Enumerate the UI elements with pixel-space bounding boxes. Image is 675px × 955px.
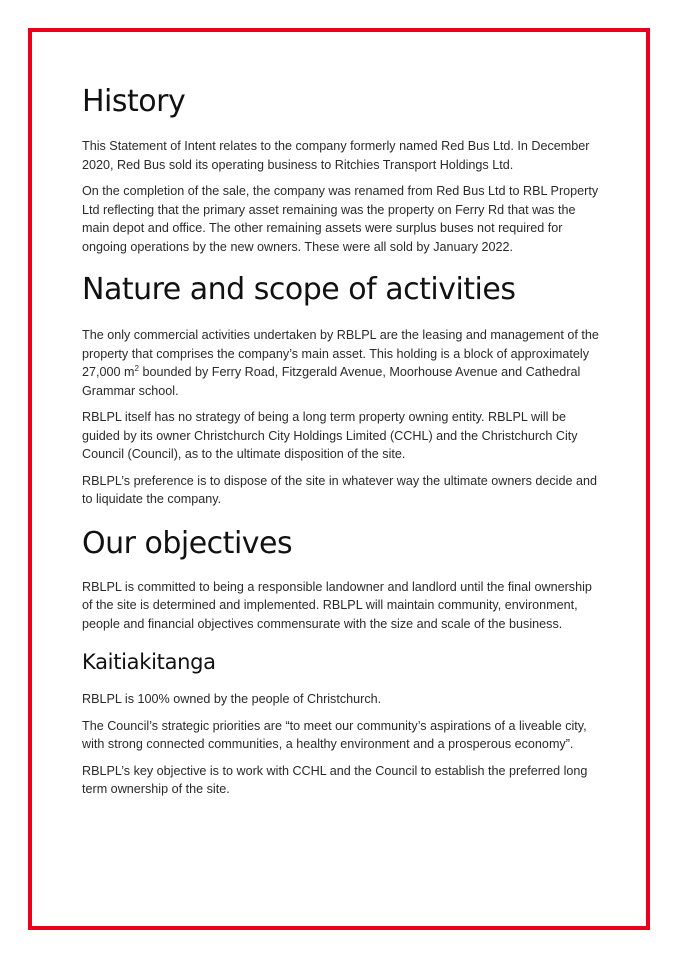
- section-heading-objectives: Our objectives: [82, 525, 293, 561]
- history-paragraph-1: This Statement of Intent relates to the company formerly named Red Bus Ltd. In December 2020, Red Bus sold its operating business to Ritchies Transport Holdings Ltd.: [82, 139, 590, 172]
- history-paragraph-2: On the completion of the sale, the company was renamed from Red Bus Ltd to RBL Property Ltd reflecting that the primary asset remaining was the property on Ferry Rd that was the main depot and office. The other remaining assets were surplus buses not required for ongoing operations by the new owners. These were all sold by January 2022.: [82, 184, 599, 254]
- section-heading-nature-scope: Nature and scope of activities: [82, 272, 516, 307]
- document-body: [82, 78, 602, 799]
- superscript-squared: 2: [134, 363, 139, 373]
- subsection-heading-kaitiakitanga: Kaitiakitanga: [82, 650, 216, 674]
- objectives-paragraph-1: RBLPL is committed to being a responsible landowner and landlord until the final ownership of the site is determined and implemented. RBLPL will maintain community, environment, people and financial objectives commensurate with the size and scale of the business.: [82, 579, 592, 631]
- section-heading-history: History: [82, 84, 186, 119]
- nature-paragraph-1-text-b: bounded by Ferry Road, Fitzgerald Avenue, Moorhouse Avenue and Cathedral Grammar school.: [82, 365, 581, 398]
- nature-paragraph-2: RBLPL itself has no strategy of being a long term property owning entity. RBLPL will be guided by its owner Christchurch City Holdings Limited (CCHL) and the Christchurch City Council (Council), as to the ultimate disposition of the site.: [82, 410, 578, 461]
- kaitiakitanga-paragraph-1: RBLPL is 100% owned by the people of Christchurch.: [82, 692, 382, 706]
- nature-paragraph-1-text-a: The only commercial activities undertaken by RBLPL are the leasing and management of the property that comprises the company’s main asset. This holding is a block of approximately 27,000 m: [82, 328, 599, 379]
- nature-paragraph-3: RBLPL’s preference is to dispose of the site in whatever way the ultimate owners decide and to liquidate the company.: [82, 473, 598, 506]
- kaitiakitanga-paragraph-2: The Council’s strategic priorities are “to meet our community’s aspirations of a liveable city, with strong connected communities, a healthy environment and a prosperous economy”.: [82, 718, 587, 751]
- nature-paragraph-1: [82, 326, 602, 400]
- kaitiakitanga-paragraph-3: RBLPL’s key objective is to work with CCHL and the Council to establish the preferred long term ownership of the site.: [82, 763, 588, 796]
